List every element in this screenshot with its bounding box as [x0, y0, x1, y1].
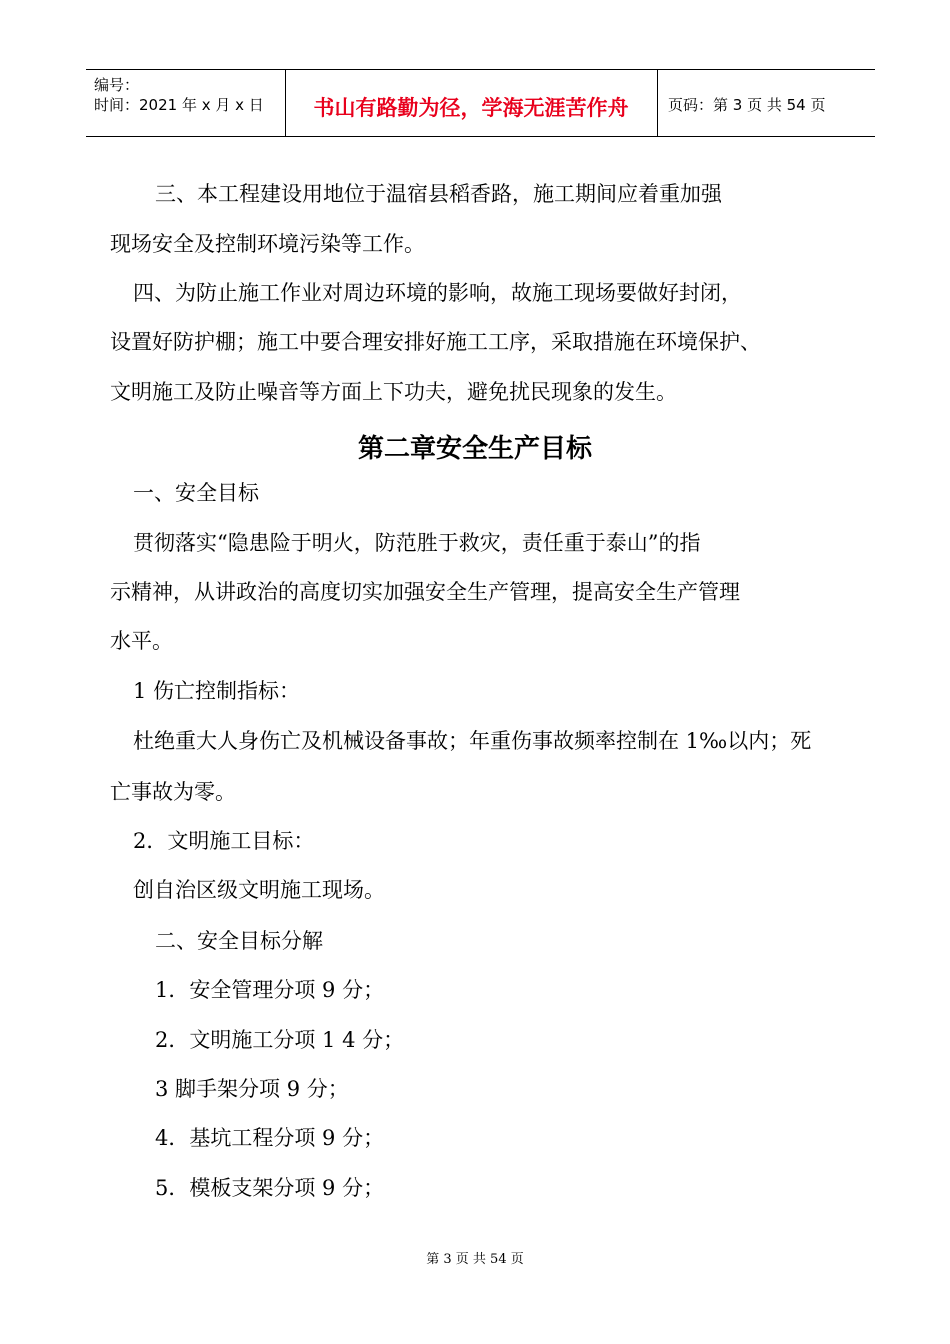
section-1-line-3: 水平。 [110, 629, 173, 653]
item-1-line-1: 杜绝重大人身伤亡及机械设备事故；年重伤事故频率控制在 1‰以内；死 [133, 729, 812, 753]
item-2-line-1: 创自治区级文明施工现场。 [133, 878, 385, 902]
paragraph-4-line-3: 文明施工及防止噪音等方面上下功夫，避免扰民现象的发生。 [110, 380, 677, 404]
list-item: 1．安全管理分项 9 分； [155, 978, 385, 1002]
item-1-line-2: 亡事故为零。 [110, 780, 236, 804]
document-number-label: 编号： [94, 76, 140, 94]
document-time-label: 时间：2021 年 x 月 x 日 [94, 96, 264, 114]
header-page-cell [658, 70, 875, 136]
paragraph-3-line-1: 三、本工程建设用地位于温宿县稻香路，施工期间应着重加强 [155, 182, 722, 206]
list-item: 4．基坑工程分项 9 分； [155, 1126, 385, 1150]
list-item: 3 脚手架分项 9 分； [155, 1077, 349, 1101]
header-meta-cell [86, 70, 286, 136]
header-motto-cell [285, 70, 658, 136]
list-item: 2．文明施工分项 1 4 分； [155, 1028, 405, 1052]
item-1-heading: 1 伤亡控制指标： [133, 679, 301, 703]
page-footer: 第 3 页 共 54 页 [426, 1252, 524, 1267]
section-2-heading: 二、安全目标分解 [155, 929, 323, 953]
section-1-line-1: 贯彻落实“隐患险于明火，防范胜于救灾，责任重于泰山”的指 [133, 531, 701, 555]
section-1-heading: 一、安全目标 [133, 481, 259, 505]
page-header [86, 69, 875, 137]
list-item: 5．模板支架分项 9 分； [155, 1176, 385, 1200]
chapter-title: 第二章安全生产目标 [357, 434, 592, 464]
header-motto: 书山有路勤为径，学海无涯苦作舟 [313, 96, 629, 120]
paragraph-3-line-2: 现场安全及控制环境污染等工作。 [110, 232, 425, 256]
paragraph-4-line-1: 四、为防止施工作业对周边环境的影响，故施工现场要做好封闭， [133, 281, 742, 305]
item-2-heading: 2．文明施工目标： [133, 829, 315, 853]
section-1-line-2: 示精神，从讲政治的高度切实加强安全生产管理，提高安全生产管理 [110, 580, 740, 604]
paragraph-4-line-2: 设置好防护棚；施工中要合理安排好施工工序，采取措施在环境保护、 [110, 330, 761, 354]
header-page-info: 页码：第 3 页 共 54 页 [668, 96, 826, 114]
